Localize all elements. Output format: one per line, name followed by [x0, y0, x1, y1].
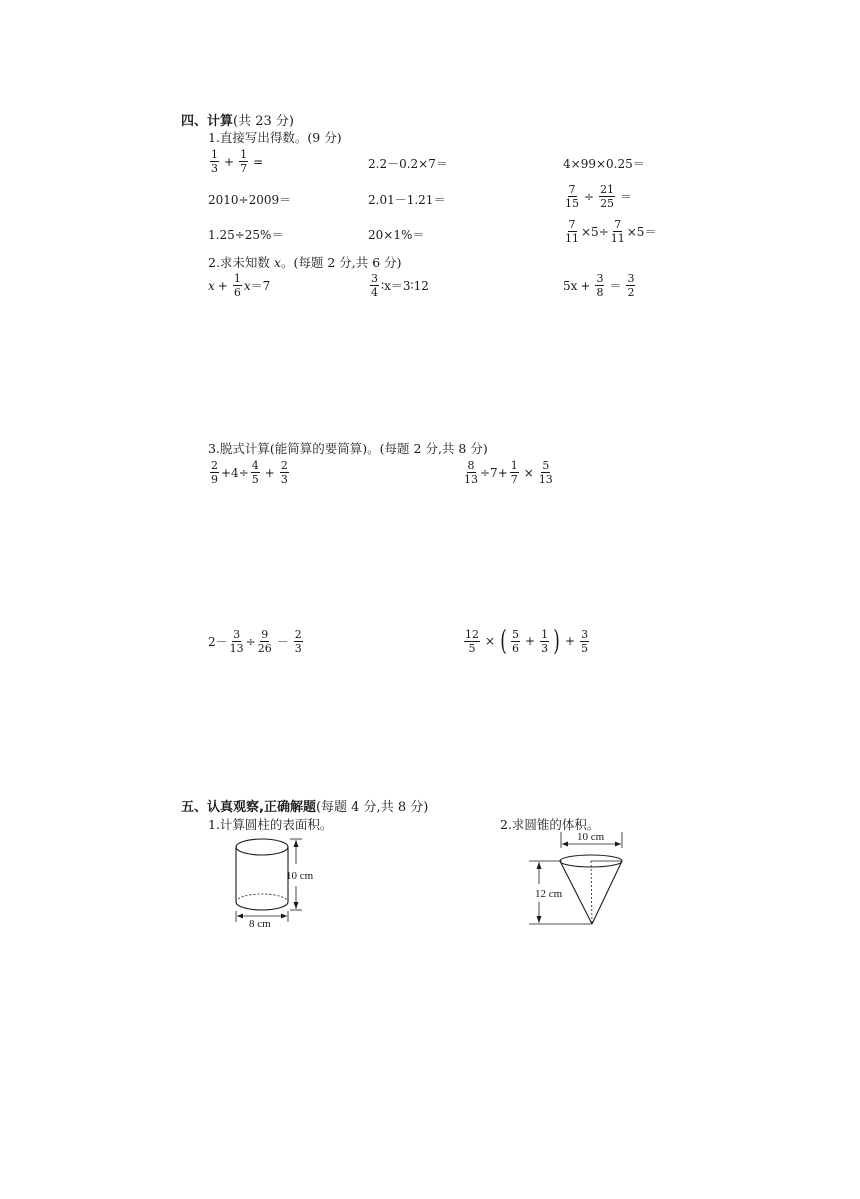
cylinder-diameter-label: 8 cm: [249, 918, 271, 930]
q1-item-6: $\frac{7}{15}$ ÷ $\frac{21}{25}$ ＝: [565, 183, 633, 210]
cone-left-side: [560, 861, 592, 924]
left-paren: (: [500, 624, 507, 657]
fraction: $\frac{9}{26}$: [257, 628, 272, 655]
fraction: $\frac{3}{13}$: [229, 628, 244, 655]
fraction: 2 3: [294, 628, 302, 655]
section-5-title: 五、认真观察,正确解题: [181, 800, 316, 815]
fraction: $\frac{3}{5}$: [581, 627, 589, 655]
q1-item-9: $\frac{7}{11}$ ×5÷ $\frac{7}{11}$ ×5＝: [565, 218, 657, 245]
fraction: $\frac{3}{8}$: [596, 272, 604, 299]
q2-equation-1: x + $\frac{1}{6}$ x ＝7: [208, 272, 271, 299]
fraction: $\frac{12}{5}$: [465, 627, 479, 655]
cone-right-side: [592, 861, 622, 924]
q2-equation-3: 5x + $\frac{3}{8}$ ＝ 3 2: [563, 272, 635, 299]
q3-expression-1: 2 9 +4÷ $\frac{4}{5}$ + $\frac{2}{3}$: [211, 459, 288, 486]
fraction: 2 9: [211, 459, 218, 486]
q1-item-7: 1.25÷25%＝: [208, 228, 284, 242]
cylinder-bottom-arc: [236, 902, 288, 910]
fraction: $\frac{7}{11}$: [565, 218, 579, 245]
q3-expression-4: $\frac{12}{5}$ × ( 5 6 + $\frac{1}{3}$ ) + $\frac{3}{5}$: [465, 624, 589, 657]
fraction: $\frac{1}{7}$: [510, 459, 518, 486]
cone-diameter-label: 10 cm: [577, 831, 605, 843]
fraction: $\frac{7}{11}$: [610, 218, 625, 245]
q1-item-1: 1 3 + $\frac{1}{7}$ =: [211, 148, 264, 175]
fraction: $\frac{4}{5}$: [251, 459, 259, 486]
q1-item-3: 4×99×0.25＝: [563, 157, 645, 171]
q3-expression-3: 2－ $\frac{3}{13}$ ÷ $\frac{9}{26}$ － 2 3: [208, 628, 302, 655]
fraction: $\frac{8}{13}$: [464, 459, 478, 486]
q3-title: 3.脱式计算(能简算的要简算)。(每题 2 分,共 8 分): [208, 441, 488, 456]
q1-item-2: 2.2－0.2×7＝: [368, 157, 448, 171]
cone-height-label: 12 cm: [535, 888, 563, 900]
cylinder-figure: [226, 834, 336, 934]
fraction: $\frac{1}{6}$: [233, 272, 241, 299]
q2-equation-2: 3 4 ∶x＝3∶12: [371, 272, 429, 299]
fraction: 1 3: [211, 148, 218, 175]
fraction: $\frac{5}{13}$: [538, 459, 553, 486]
q1-item-8: 20×1%＝: [368, 228, 425, 242]
fraction: 3 2: [627, 272, 635, 299]
cylinder-height-label: 10 cm: [286, 870, 314, 882]
section-4-heading: [181, 110, 294, 129]
q3-expression-2: $\frac{8}{13}$ ÷7+ $\frac{1}{7}$ × $\frac{5}{13}$: [464, 459, 553, 486]
q5-1-title: 1.计算圆柱的表面积。: [208, 817, 333, 832]
fraction: 3 4: [371, 272, 378, 299]
fraction: $\frac{21}{25}$: [600, 183, 615, 210]
section-5-heading: [181, 796, 428, 815]
fraction: 5 6: [512, 627, 519, 655]
right-paren: ): [553, 624, 560, 657]
q1-item-4: 2010÷2009＝: [208, 193, 292, 207]
section-5-points: (每题 4 分,共 8 分): [315, 800, 429, 815]
fraction: $\frac{7}{15}$: [565, 183, 579, 210]
cylinder-top-ellipse: [236, 839, 288, 855]
section-4-points: (共 23 分): [233, 114, 294, 129]
fraction: $\frac{1}{3}$: [541, 627, 549, 655]
q1-title: 1.直接写出得数。(9 分): [208, 130, 342, 145]
q5-2-title: 2.求圆锥的体积。: [500, 817, 600, 832]
q2-title: 2.求未知数 x。(每题 2 分,共 6 分): [208, 255, 402, 270]
cone-figure: [526, 828, 636, 930]
fraction: $\frac{2}{3}$: [280, 459, 288, 486]
fraction: $\frac{1}{7}$: [240, 148, 248, 175]
q1-item-5: 2.01－1.21＝: [368, 193, 446, 207]
section-4-title: 四、计算: [181, 114, 234, 129]
